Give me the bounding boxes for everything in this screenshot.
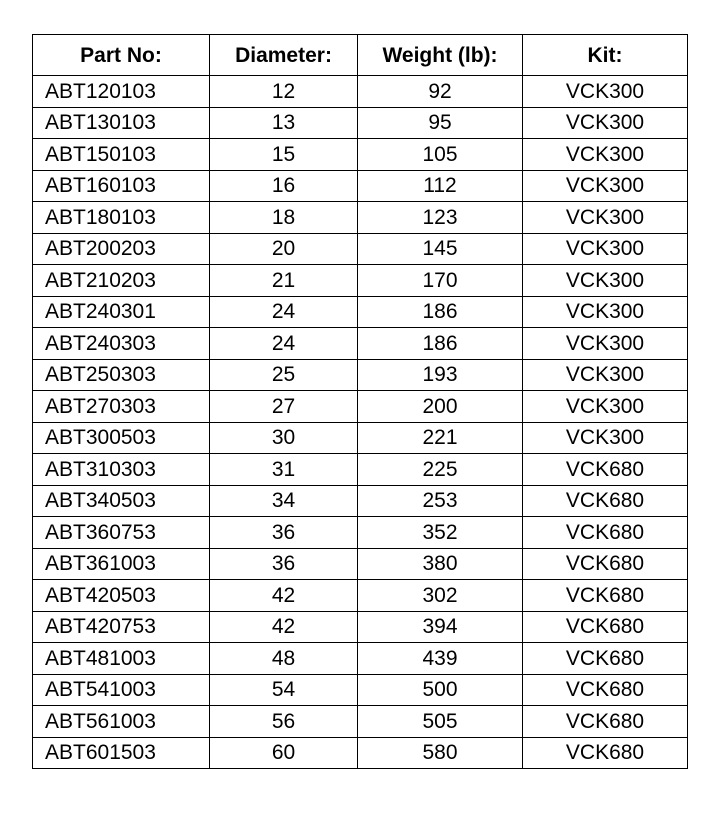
cell-part-no: ABT250303 <box>33 359 210 391</box>
cell-kit: VCK300 <box>523 233 688 265</box>
cell-kit: VCK300 <box>523 391 688 423</box>
table-row <box>33 611 688 643</box>
table-row <box>33 548 688 580</box>
table-row <box>33 674 688 706</box>
cell-weight: 193 <box>358 359 523 391</box>
cell-diameter: 21 <box>210 265 358 297</box>
cell-kit: VCK300 <box>523 328 688 360</box>
cell-part-no: ABT180103 <box>33 202 210 234</box>
cell-kit: VCK680 <box>523 706 688 738</box>
cell-kit: VCK300 <box>523 202 688 234</box>
table-row <box>33 265 688 297</box>
cell-part-no: ABT420753 <box>33 611 210 643</box>
cell-diameter: 60 <box>210 737 358 769</box>
table-row <box>33 296 688 328</box>
cell-kit: VCK300 <box>523 170 688 202</box>
cell-weight: 186 <box>358 296 523 328</box>
cell-kit: VCK300 <box>523 359 688 391</box>
cell-kit: VCK680 <box>523 611 688 643</box>
cell-part-no: ABT361003 <box>33 548 210 580</box>
table-row <box>33 422 688 454</box>
cell-part-no: ABT420503 <box>33 580 210 612</box>
header-diameter: Diameter: <box>210 35 358 76</box>
header-row <box>33 35 688 76</box>
cell-weight: 170 <box>358 265 523 297</box>
cell-weight: 112 <box>358 170 523 202</box>
header-kit: Kit: <box>523 35 688 76</box>
cell-diameter: 42 <box>210 580 358 612</box>
cell-part-no: ABT270303 <box>33 391 210 423</box>
cell-weight: 221 <box>358 422 523 454</box>
cell-diameter: 15 <box>210 139 358 171</box>
cell-diameter: 12 <box>210 76 358 108</box>
cell-diameter: 24 <box>210 296 358 328</box>
cell-kit: VCK300 <box>523 76 688 108</box>
table-body <box>33 76 688 769</box>
cell-diameter: 20 <box>210 233 358 265</box>
table-row <box>33 328 688 360</box>
table-row <box>33 76 688 108</box>
cell-part-no: ABT601503 <box>33 737 210 769</box>
cell-weight: 253 <box>358 485 523 517</box>
cell-weight: 505 <box>358 706 523 738</box>
cell-kit: VCK300 <box>523 296 688 328</box>
cell-kit: VCK300 <box>523 139 688 171</box>
cell-part-no: ABT310303 <box>33 454 210 486</box>
cell-diameter: 36 <box>210 548 358 580</box>
cell-part-no: ABT561003 <box>33 706 210 738</box>
cell-diameter: 24 <box>210 328 358 360</box>
cell-weight: 352 <box>358 517 523 549</box>
cell-kit: VCK680 <box>523 485 688 517</box>
cell-weight: 225 <box>358 454 523 486</box>
cell-part-no: ABT300503 <box>33 422 210 454</box>
cell-kit: VCK300 <box>523 107 688 139</box>
cell-part-no: ABT200203 <box>33 233 210 265</box>
cell-diameter: 56 <box>210 706 358 738</box>
cell-weight: 123 <box>358 202 523 234</box>
cell-weight: 580 <box>358 737 523 769</box>
cell-part-no: ABT340503 <box>33 485 210 517</box>
cell-part-no: ABT240303 <box>33 328 210 360</box>
cell-weight: 380 <box>358 548 523 580</box>
table-row <box>33 517 688 549</box>
header-weight: Weight (lb): <box>358 35 523 76</box>
cell-kit: VCK680 <box>523 454 688 486</box>
table-row <box>33 107 688 139</box>
header-part-no: Part No: <box>33 35 210 76</box>
cell-diameter: 48 <box>210 643 358 675</box>
cell-part-no: ABT150103 <box>33 139 210 171</box>
cell-weight: 302 <box>358 580 523 612</box>
cell-kit: VCK680 <box>523 580 688 612</box>
cell-diameter: 13 <box>210 107 358 139</box>
cell-diameter: 31 <box>210 454 358 486</box>
table-header <box>33 35 688 76</box>
table-row <box>33 202 688 234</box>
cell-part-no: ABT240301 <box>33 296 210 328</box>
cell-part-no: ABT481003 <box>33 643 210 675</box>
cell-part-no: ABT541003 <box>33 674 210 706</box>
cell-diameter: 16 <box>210 170 358 202</box>
cell-diameter: 27 <box>210 391 358 423</box>
cell-kit: VCK300 <box>523 422 688 454</box>
table-row <box>33 359 688 391</box>
cell-kit: VCK680 <box>523 548 688 580</box>
table-row <box>33 580 688 612</box>
cell-part-no: ABT160103 <box>33 170 210 202</box>
cell-diameter: 36 <box>210 517 358 549</box>
table-row <box>33 233 688 265</box>
table-row <box>33 643 688 675</box>
cell-diameter: 42 <box>210 611 358 643</box>
cell-diameter: 30 <box>210 422 358 454</box>
cell-weight: 145 <box>358 233 523 265</box>
cell-weight: 200 <box>358 391 523 423</box>
cell-weight: 105 <box>358 139 523 171</box>
table-row <box>33 706 688 738</box>
cell-part-no: ABT210203 <box>33 265 210 297</box>
table-row <box>33 391 688 423</box>
cell-diameter: 25 <box>210 359 358 391</box>
parts-table <box>32 34 688 769</box>
table-row <box>33 170 688 202</box>
cell-weight: 394 <box>358 611 523 643</box>
table-row <box>33 485 688 517</box>
cell-weight: 92 <box>358 76 523 108</box>
cell-diameter: 34 <box>210 485 358 517</box>
cell-weight: 95 <box>358 107 523 139</box>
cell-weight: 186 <box>358 328 523 360</box>
cell-kit: VCK680 <box>523 674 688 706</box>
cell-diameter: 18 <box>210 202 358 234</box>
table-row <box>33 454 688 486</box>
cell-kit: VCK680 <box>523 643 688 675</box>
cell-kit: VCK680 <box>523 517 688 549</box>
cell-weight: 500 <box>358 674 523 706</box>
table-row <box>33 737 688 769</box>
cell-diameter: 54 <box>210 674 358 706</box>
cell-part-no: ABT120103 <box>33 76 210 108</box>
cell-kit: VCK300 <box>523 265 688 297</box>
cell-kit: VCK680 <box>523 737 688 769</box>
cell-weight: 439 <box>358 643 523 675</box>
table-row <box>33 139 688 171</box>
cell-part-no: ABT130103 <box>33 107 210 139</box>
cell-part-no: ABT360753 <box>33 517 210 549</box>
